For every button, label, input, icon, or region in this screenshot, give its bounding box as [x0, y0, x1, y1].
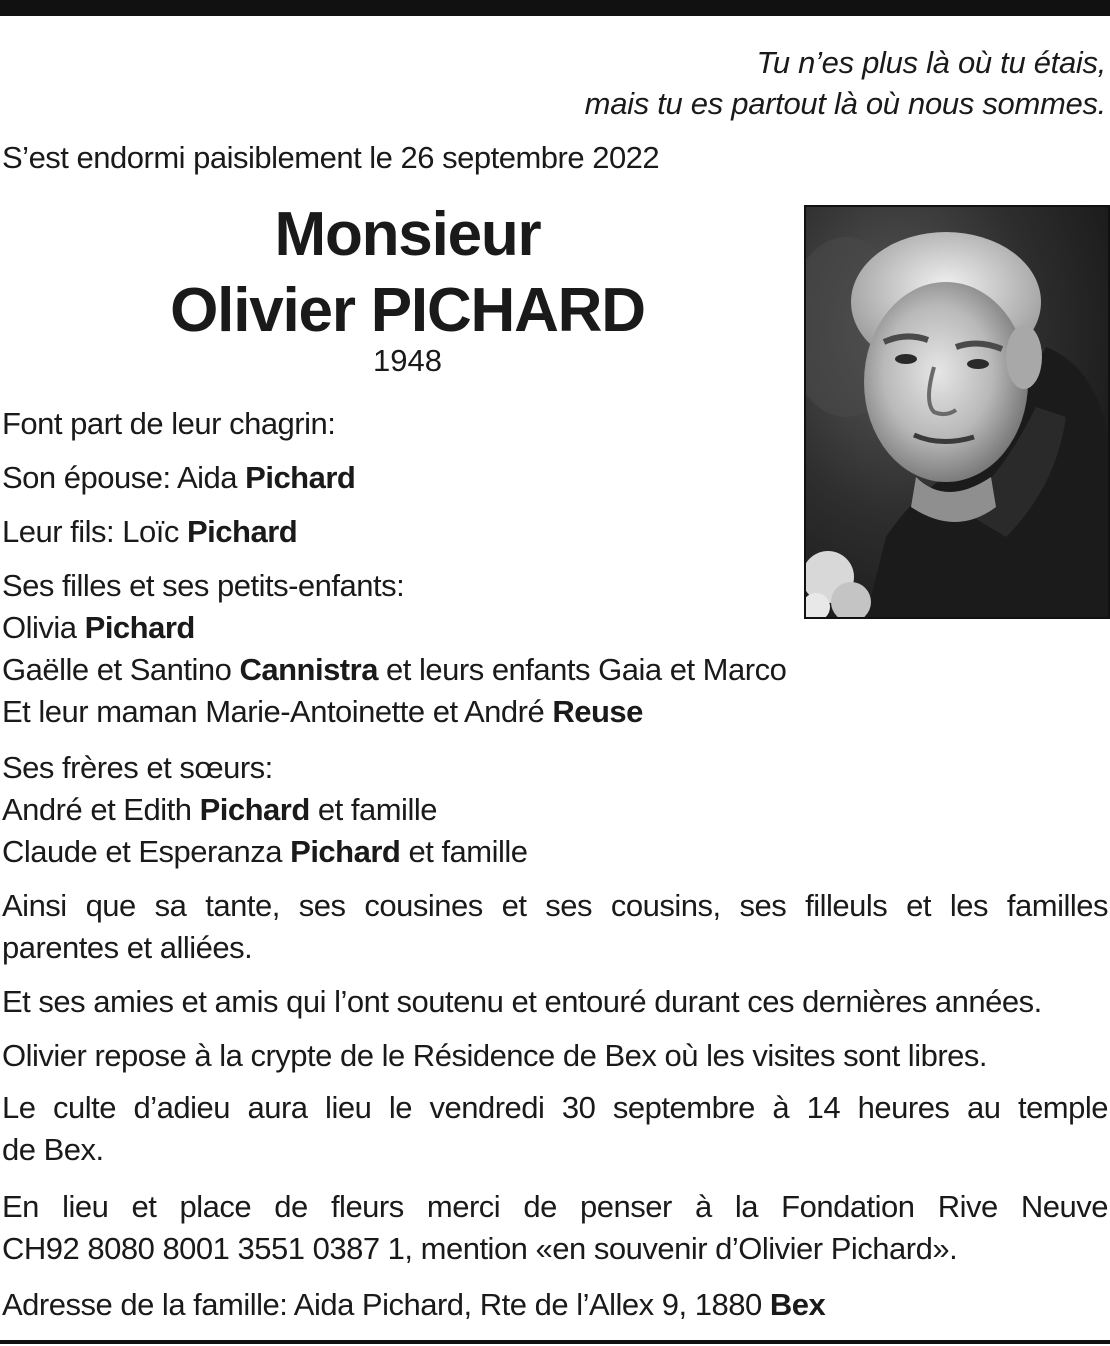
- son-prefix: Leur fils: Loïc: [2, 514, 187, 549]
- honorific: Monsieur: [274, 200, 541, 269]
- sibling-line: [2, 830, 528, 874]
- daughter-line: [2, 690, 643, 734]
- spouse-line: [2, 456, 355, 500]
- friends-paragraph: Et ses amies et amis qui l’ont soutenu et entouré durant ces dernières années.: [2, 984, 1042, 1019]
- daughters-heading: Ses filles et ses petits-enfants:: [2, 568, 405, 603]
- son-line: [2, 510, 297, 554]
- relatives-line-1: Ainsi que sa tante, ses cousines et ses cousins, ses filleuls et les familles: [2, 888, 1108, 923]
- spouse-prefix: Son épouse: Aida: [2, 460, 246, 495]
- deceased-heading: [0, 197, 815, 379]
- daughter-surname: Pichard: [84, 610, 195, 645]
- top-rule: [0, 0, 1110, 16]
- sibling-prefix: Claude et Esperanza: [2, 834, 291, 869]
- daughter-prefix: Olivia: [2, 610, 85, 645]
- sibling-surname: Pichard: [199, 792, 310, 827]
- daughter-prefix: Et leur maman Marie-Antoinette et André: [2, 694, 553, 729]
- donation-line-1: En lieu et place de fleurs merci de penser à la Fondation Rive Neuve: [2, 1189, 1108, 1224]
- death-announcement: S’est endormi paisiblement le 26 septembre 2022: [2, 140, 660, 175]
- portrait-image: [806, 207, 1108, 617]
- service-line-1: Le culte d’adieu aura lieu le vendredi 30 septembre à 14 heures au temple: [2, 1090, 1108, 1125]
- donation-line-2: CH92 8080 8001 3551 0387 1, mention «en souvenir d’Olivier Pichard».: [2, 1231, 958, 1266]
- spouse-surname: Pichard: [245, 460, 356, 495]
- daughter-line: [2, 606, 195, 650]
- donation-paragraph: [2, 1186, 1108, 1270]
- sibling-suffix: et famille: [400, 834, 528, 869]
- epigraph: [585, 42, 1106, 124]
- crypt-paragraph: Olivier repose à la crypte de le Résidence de Bex où les visites sont libres.: [2, 1038, 987, 1073]
- service-paragraph: [2, 1087, 1108, 1171]
- address-city: Bex: [769, 1287, 826, 1322]
- birth-year: 1948: [373, 343, 442, 378]
- epigraph-line-1: Tu n’es plus là où tu étais,: [756, 45, 1106, 80]
- sibling-surname: Pichard: [290, 834, 401, 869]
- family-address: [2, 1283, 825, 1327]
- relatives-paragraph: [2, 885, 1108, 969]
- daughter-prefix: Gaëlle et Santino: [2, 652, 240, 687]
- bottom-rule: [0, 1340, 1110, 1344]
- portrait-photo: [804, 205, 1110, 619]
- family-heading: Font part de leur chagrin:: [2, 406, 336, 441]
- epigraph-line-2: mais tu es partout là où nous sommes.: [584, 86, 1106, 121]
- sibling-suffix: et famille: [309, 792, 437, 827]
- daughter-suffix: et leurs enfants Gaia et Marco: [377, 652, 787, 687]
- sibling-line: [2, 788, 437, 832]
- relatives-line-2: parentes et alliées.: [2, 930, 253, 965]
- address-prefix: Adresse de la famille: Aida Pichard, Rte de l’Allex 9, 1880: [2, 1287, 770, 1322]
- deceased-name: Olivier PICHARD: [170, 276, 645, 345]
- daughter-line: [2, 648, 786, 692]
- daughter-surname: Reuse: [552, 694, 643, 729]
- son-surname: Pichard: [186, 514, 298, 549]
- daughter-surname: Cannistra: [239, 652, 378, 687]
- siblings-heading: Ses frères et sœurs:: [2, 750, 273, 785]
- sibling-prefix: André et Edith: [2, 792, 200, 827]
- service-line-2: de Bex.: [2, 1132, 104, 1167]
